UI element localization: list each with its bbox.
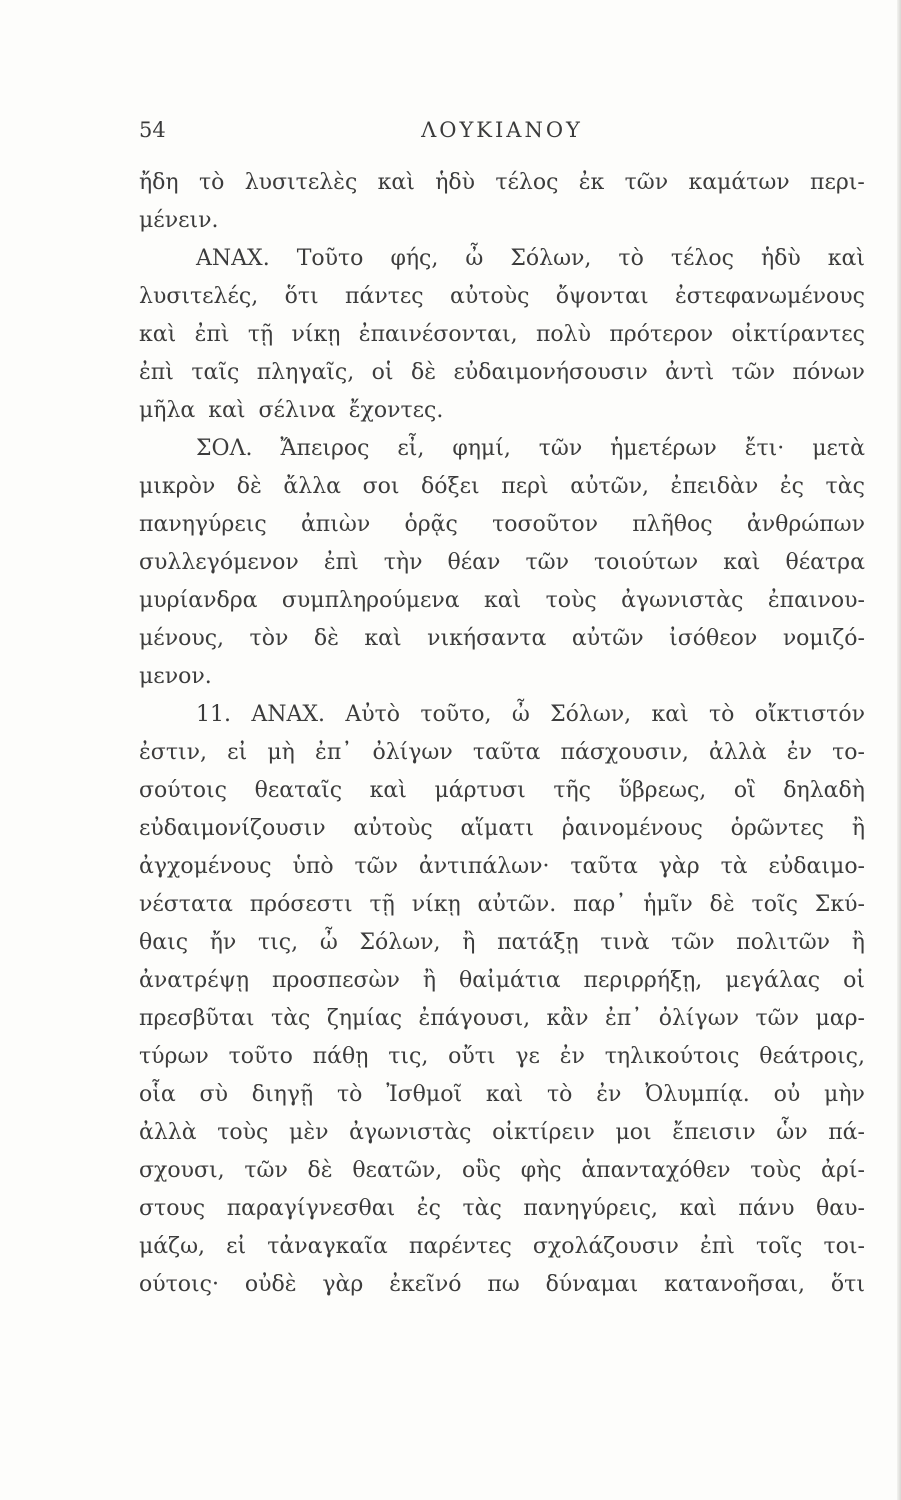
word: οἷα — [139, 1082, 176, 1107]
word: γε — [515, 1044, 540, 1069]
text-line — [139, 772, 865, 810]
word: τὸ — [546, 1082, 573, 1107]
word: ὦ — [511, 702, 530, 727]
text-line — [139, 734, 865, 772]
word: ἐπὶ — [323, 550, 359, 575]
word: καμάτων — [688, 170, 790, 195]
word: τὸ — [618, 246, 644, 271]
word: θέατρα — [785, 550, 865, 575]
word: τοσοῦτον — [492, 512, 598, 537]
word: καὶ — [827, 246, 865, 271]
word: ἡδὺ — [760, 246, 801, 271]
word: ἐς — [779, 474, 804, 499]
word: μάρτυσι — [434, 778, 526, 803]
text-line — [139, 544, 865, 582]
word: τέλος — [495, 170, 559, 195]
word: τις, — [388, 1044, 429, 1069]
word: ταῖς — [191, 360, 240, 385]
word: νίκῃ — [291, 322, 341, 347]
word: εἰ — [227, 740, 248, 765]
word: θεάτροις, — [759, 1044, 865, 1069]
word: Αὐτὸ — [345, 702, 400, 727]
word: καὶ — [377, 170, 415, 195]
word: ἐστιν, — [139, 740, 207, 765]
word: πολιτῶν — [736, 930, 831, 955]
text-line — [139, 468, 865, 506]
text-line — [139, 848, 865, 886]
word: νικήσαντα — [427, 626, 547, 651]
word: πάνυ — [738, 1196, 795, 1221]
page-edge — [897, 0, 901, 1500]
word: τὴν — [383, 550, 423, 575]
word: καὶ — [485, 1082, 524, 1107]
text-line — [139, 962, 865, 1000]
word: ἐπ᾽ — [605, 1006, 643, 1031]
word: τἀναγκαῖα — [267, 1234, 388, 1259]
word: πά- — [828, 1120, 865, 1145]
word: νομιζό- — [782, 626, 865, 651]
word: λυσιτελὲς — [244, 170, 358, 195]
word: πατάξῃ — [497, 930, 579, 955]
word: πάθῃ — [312, 1044, 369, 1069]
word: αὐτῶν — [571, 626, 644, 651]
text-line — [139, 506, 865, 544]
word: τῶν — [244, 1158, 288, 1183]
word: οὐ — [773, 1082, 801, 1107]
word: ἡδὺ — [435, 170, 475, 195]
word: προσπεσὼν — [272, 968, 400, 993]
word: δὲ — [709, 892, 735, 917]
word: καὶ — [364, 626, 402, 651]
word: ἐκεῖνό — [389, 1272, 462, 1297]
word: ἐν — [559, 1044, 585, 1069]
word: τοι- — [823, 1234, 865, 1259]
word: ἐπὶ — [139, 360, 174, 385]
word: μῆλα — [139, 398, 196, 423]
word: ἐπ᾽ — [315, 740, 353, 765]
word: ἐπαινου- — [767, 588, 865, 613]
word: τοῖς — [751, 892, 798, 917]
word: δόξει — [421, 474, 480, 499]
word: μάζω, — [139, 1234, 206, 1259]
word: ἐν — [596, 1082, 622, 1107]
word: ἐπαινέσονται, — [358, 322, 518, 347]
word: πολὺ — [535, 322, 591, 347]
word: οἳ — [733, 778, 756, 803]
word: οἰκτίραντες — [731, 322, 865, 347]
word: τοῖς — [755, 1234, 803, 1259]
word: καὶ — [139, 322, 177, 347]
word: εὐδαιμο- — [768, 854, 865, 879]
word: σχολάζουσιν — [532, 1234, 679, 1259]
word: ταῦτα — [570, 854, 638, 879]
word: Σόλων, — [359, 930, 441, 955]
word: ὑπὸ — [292, 854, 334, 879]
word: πόνων — [792, 360, 865, 385]
word: πρεσβῦται — [139, 1006, 255, 1031]
word: Ἰσθμοῖ — [386, 1082, 463, 1107]
word: περὶ — [501, 474, 549, 499]
word: τὰς — [825, 474, 865, 499]
word: φημί, — [452, 436, 511, 461]
word: ἐν — [786, 740, 812, 765]
word: ἢ — [422, 968, 437, 993]
text-line — [139, 164, 865, 202]
word: ἀγωνιστὰς — [349, 1120, 472, 1145]
text-line — [139, 696, 865, 734]
word: ὁρᾷς — [404, 512, 458, 537]
word: δηλαδὴ — [783, 778, 865, 803]
text-line — [139, 316, 865, 354]
word: σούτοις — [139, 778, 227, 803]
word: καὶ — [723, 550, 761, 575]
word: ἢ — [851, 930, 865, 955]
word: ἔπεισιν — [672, 1120, 756, 1145]
word: μένειν. — [139, 208, 219, 233]
word: μοι — [615, 1120, 652, 1145]
word: γὰρ — [658, 854, 700, 879]
word: Τοῦτο — [296, 246, 364, 271]
word: πάσχουσιν, — [560, 740, 689, 765]
text-line — [139, 392, 865, 430]
text-line — [139, 354, 865, 392]
word: ΑΝΑΧ. — [251, 702, 325, 727]
word: εἶ, — [397, 436, 425, 461]
text-line — [139, 1038, 865, 1076]
word: πανηγύρεις, — [523, 1196, 659, 1221]
word: ἀρί- — [821, 1158, 865, 1183]
word: τέλος — [670, 246, 734, 271]
word: ὀλίγων — [372, 740, 453, 765]
word: ἀντιπάλων· — [418, 854, 550, 879]
word: μενον. — [139, 664, 212, 689]
word: ἤν — [209, 930, 237, 955]
text-line — [139, 1114, 865, 1152]
word: φὴς — [520, 1158, 562, 1183]
word: ἔτι· — [744, 436, 785, 461]
text-line — [139, 1152, 865, 1190]
word: Σκύ- — [814, 892, 865, 917]
word: θαις — [139, 930, 189, 955]
word: ταῦτα — [472, 740, 541, 765]
word: μὴν — [824, 1082, 865, 1107]
word: θαυ- — [816, 1196, 865, 1221]
text-line — [139, 582, 865, 620]
word: οὓς — [462, 1158, 501, 1183]
word: αὐτῶν, — [570, 474, 649, 499]
word: θεατῶν, — [352, 1158, 443, 1183]
text-line — [139, 810, 865, 848]
word: ἀλλὰ — [709, 740, 767, 765]
word: ούτοις· — [139, 1272, 219, 1297]
word: ὅτι — [830, 1272, 865, 1297]
word: τῶν — [538, 436, 583, 461]
word: μεγάλας — [725, 968, 821, 993]
word: οὔτι — [448, 1044, 496, 1069]
word: αὐτοὺς — [353, 816, 433, 841]
word: τηλικούτοις — [604, 1044, 740, 1069]
word: τὸ — [709, 702, 735, 727]
word: μὲν — [289, 1120, 329, 1145]
word: δὲ — [410, 360, 437, 385]
page-title: ΛΟΥΚΙΑΝΟΥ — [421, 118, 583, 142]
word: τοὺς — [750, 1158, 802, 1183]
text-line — [139, 202, 865, 240]
word: ἐπάγουσι, — [418, 1006, 531, 1031]
word: τῶν — [624, 170, 669, 195]
text-line — [139, 1000, 865, 1038]
word: ἢ — [851, 816, 865, 841]
word: παρέντες — [408, 1234, 512, 1259]
word: καὶ — [651, 702, 689, 727]
word: γὰρ — [322, 1272, 364, 1297]
word: φής, — [390, 246, 439, 271]
word: εὐδαιμονήσουσιν — [453, 360, 648, 385]
word: περι- — [810, 170, 865, 195]
word: ἀγχομένους — [139, 854, 272, 879]
word: θέαν — [447, 550, 501, 575]
word: ἄλλα — [283, 474, 342, 499]
word: καὶ — [369, 778, 407, 803]
word: πλῆθος — [632, 512, 713, 537]
word: μαρ- — [815, 1006, 865, 1031]
word: ἀλλὰ — [139, 1120, 197, 1145]
word: Σόλων, — [510, 246, 592, 271]
word: τὸ — [336, 1082, 363, 1107]
word: κατανοῆσαι, — [664, 1272, 806, 1297]
word: ἡμῖν — [643, 892, 693, 917]
text-line — [139, 1266, 865, 1304]
word: ὅτι — [284, 284, 319, 309]
word: 11. — [196, 702, 231, 727]
word: διηγῇ — [251, 1082, 314, 1107]
word: ἰσόθεον — [669, 626, 758, 651]
word: ἤδη — [139, 170, 179, 195]
word: σοι — [362, 474, 400, 499]
word: λυσιτελές, — [139, 284, 259, 309]
word: τοὺς — [217, 1120, 269, 1145]
word: παρ᾽ — [573, 892, 627, 917]
word: τῶν — [755, 1006, 799, 1031]
word: ἐκ — [578, 170, 605, 195]
word: ὧν — [776, 1120, 808, 1145]
text-line — [139, 1190, 865, 1228]
word: ῥαινομένους — [561, 816, 703, 841]
text-line — [139, 430, 865, 468]
word: αἵματι — [460, 816, 534, 841]
word: στους — [139, 1196, 206, 1221]
word: νίκῃ — [411, 892, 461, 917]
word: ἀντὶ — [665, 360, 715, 385]
word: τῶν — [731, 360, 776, 385]
text-line — [139, 1076, 865, 1114]
word: ὀλίγων — [658, 1006, 740, 1031]
word: αὐτῶν. — [477, 892, 557, 917]
word: ζημίας — [326, 1006, 403, 1031]
word: τις, — [258, 930, 299, 955]
word: οἱ — [371, 360, 394, 385]
word: το- — [832, 740, 865, 765]
word: τοῦτο — [228, 1044, 293, 1069]
text-line — [139, 620, 865, 658]
word: παραγίγνεσθαι — [226, 1196, 396, 1221]
word: ἐπειδὰν — [670, 474, 759, 499]
word: τὸν — [249, 626, 289, 651]
word: ἐπὶ — [194, 322, 230, 347]
word: θαἰμάτια — [459, 968, 561, 993]
word: μετὰ — [812, 436, 865, 461]
word: μικρὸν — [139, 474, 216, 499]
word: ὦ — [465, 246, 484, 271]
word: ἀνθρώπων — [746, 512, 865, 537]
word: ΣΟΛ. — [196, 436, 253, 461]
word: δὲ — [236, 474, 262, 499]
word: ἀπιὼν — [300, 512, 371, 537]
word: νέστατα — [139, 892, 233, 917]
word: οὐδὲ — [244, 1272, 297, 1297]
word: κἂν — [546, 1006, 589, 1031]
text-line — [139, 658, 865, 696]
word: τύρων — [139, 1044, 209, 1069]
text-body — [139, 164, 865, 1304]
word: ἐστεφανωμένους — [674, 284, 865, 309]
word: τῇ — [369, 892, 395, 917]
word: τὰ — [720, 854, 748, 879]
word: ΑΝΑΧ. — [196, 246, 270, 271]
word: Ἄπειρος — [280, 436, 370, 461]
word: πρότερον — [609, 322, 714, 347]
word: οἴκτιστόν — [754, 702, 865, 727]
word: οἱ — [843, 968, 865, 993]
word: καὶ — [208, 398, 246, 423]
word: μυρίανδρα — [139, 588, 258, 613]
word: μένους, — [139, 626, 225, 651]
word: τοῦτο, — [420, 702, 492, 727]
word: ὦ — [319, 930, 338, 955]
word: ὄψονται — [555, 284, 649, 309]
word: ἡμετέρων — [610, 436, 717, 461]
word: πάντες — [345, 284, 424, 309]
word: τῇ — [247, 322, 274, 347]
word: τοιούτων — [593, 550, 699, 575]
word: σχουσι, — [139, 1158, 225, 1183]
word: τῶν — [354, 854, 398, 879]
word: τὸ — [198, 170, 225, 195]
word: τῶν — [525, 550, 569, 575]
word: θεαταῖς — [254, 778, 343, 803]
word: ὕβρεως, — [618, 778, 707, 803]
word: δύναμαι — [545, 1272, 639, 1297]
word: σέλινα — [258, 398, 336, 423]
word: εἰ — [226, 1234, 247, 1259]
word: πανηγύρεις — [139, 512, 267, 537]
word: Ὀλυμπίᾳ. — [645, 1082, 750, 1107]
word: δὲ — [307, 1158, 333, 1183]
word: τὰς — [462, 1196, 502, 1221]
word: σὺ — [199, 1082, 228, 1107]
word: Σόλων, — [550, 702, 632, 727]
word: συμπληρούμενα — [281, 588, 460, 613]
page-number: 54 — [139, 118, 166, 142]
word: καὶ — [679, 1196, 717, 1221]
text-line — [139, 886, 865, 924]
word: ἐς — [416, 1196, 441, 1221]
word: συλλεγόμενον — [139, 550, 299, 575]
word: δὲ — [313, 626, 339, 651]
word: τῶν — [671, 930, 715, 955]
word: καὶ — [484, 588, 522, 613]
running-head — [139, 118, 865, 150]
text-line — [139, 924, 865, 962]
text-line — [139, 278, 865, 316]
word: εὐδαιμονίζουσιν — [139, 816, 326, 841]
word: περιρρήξῃ, — [583, 968, 703, 993]
word: πω — [487, 1272, 520, 1297]
word: ἐπὶ — [699, 1234, 735, 1259]
word: ἢ — [462, 930, 476, 955]
word: τῆς — [553, 778, 591, 803]
word: ἁπανταχόθεν — [581, 1158, 731, 1183]
word: ἀγωνιστὰς — [621, 588, 744, 613]
text-line — [139, 240, 865, 278]
word: πληγαῖς, — [256, 360, 355, 385]
word: μὴ — [267, 740, 295, 765]
word: τινὰ — [600, 930, 650, 955]
text-line — [139, 1228, 865, 1266]
word: τοὺς — [545, 588, 597, 613]
word: αὐτοὺς — [450, 284, 530, 309]
word: πρόσεστι — [249, 892, 353, 917]
word: ὁρῶντες — [730, 816, 825, 841]
word: τὰς — [271, 1006, 311, 1031]
word: ἀνατρέψῃ — [139, 968, 250, 993]
word: ἔχοντες. — [348, 398, 444, 423]
word: οἰκτίρειν — [492, 1120, 595, 1145]
